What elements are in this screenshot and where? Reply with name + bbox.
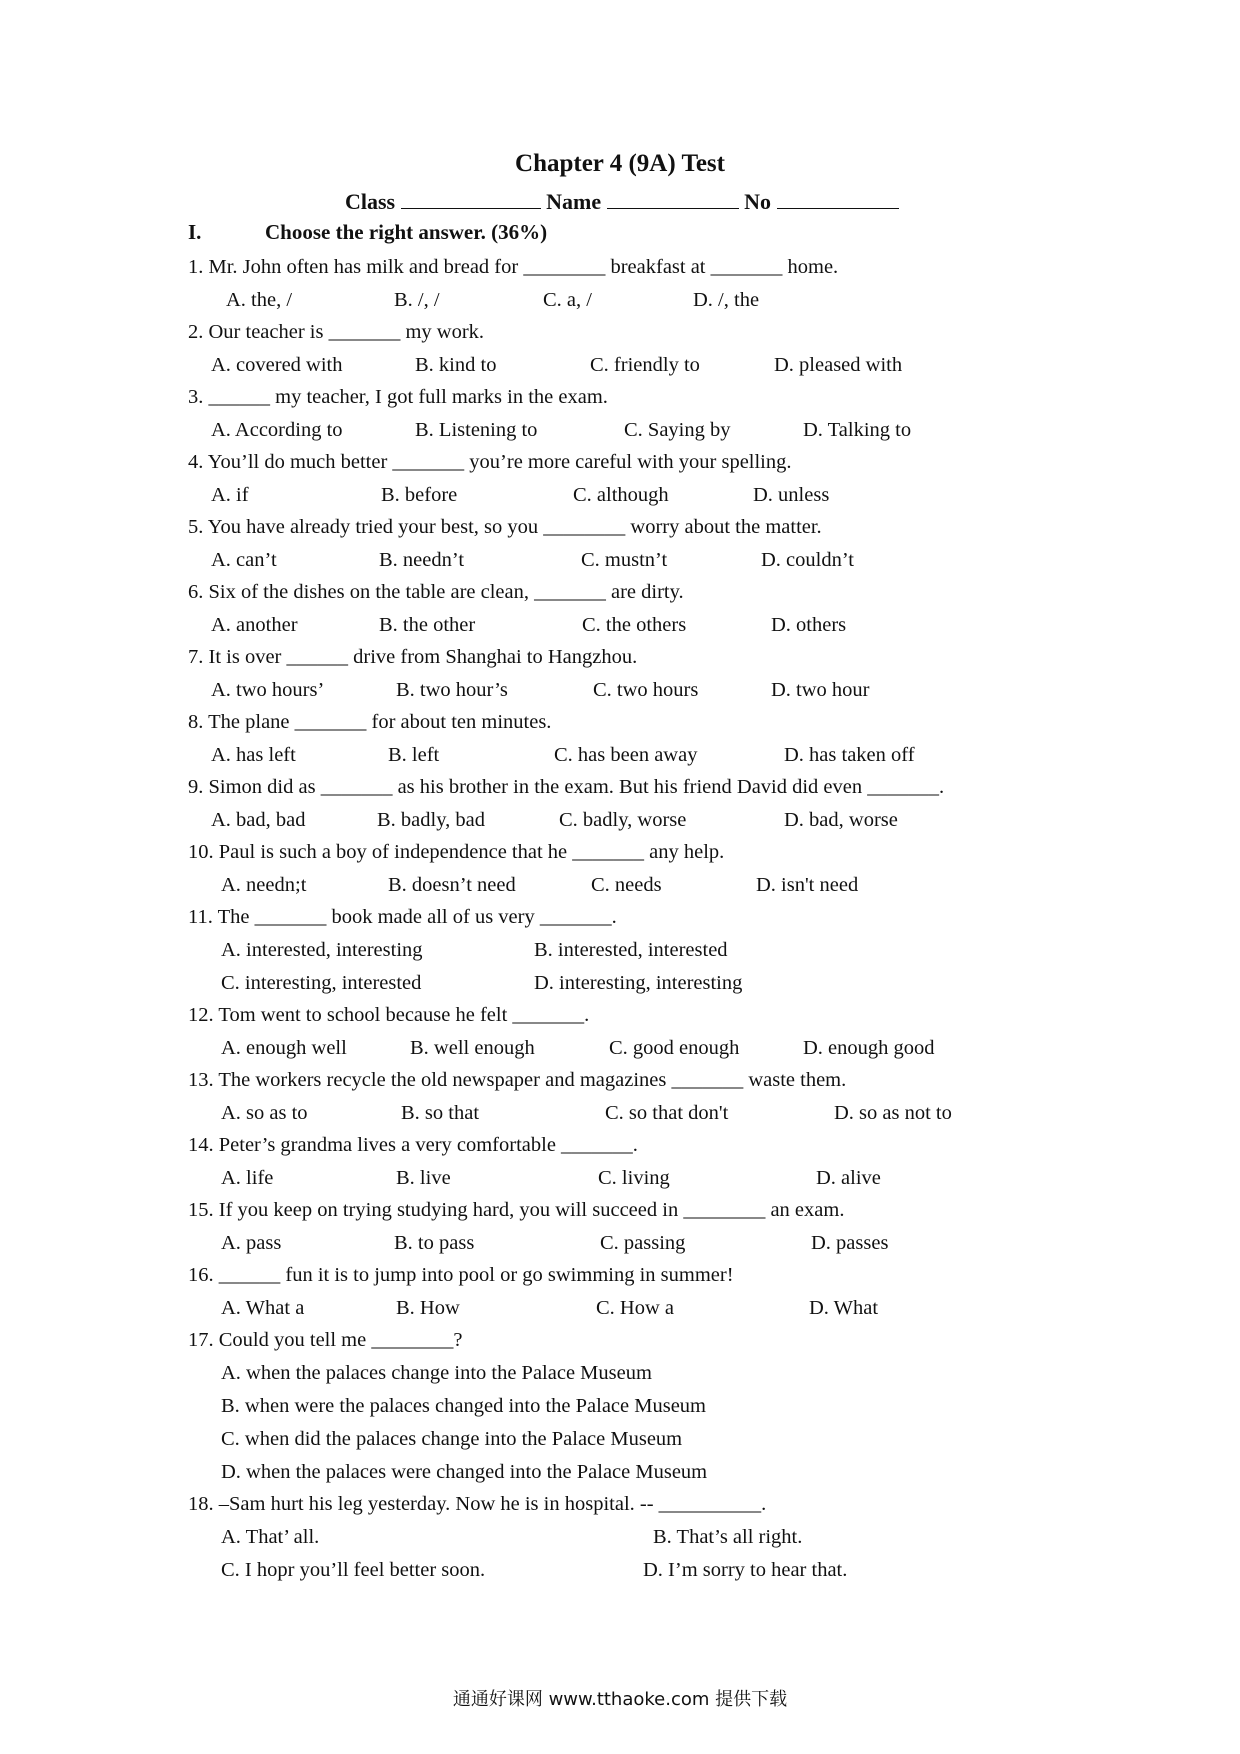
- answer-option[interactable]: B. two hour’s: [396, 679, 508, 701]
- question-text: 8. The plane _______ for about ten minutes.: [188, 711, 552, 733]
- question-text: 11. The _______ book made all of us very _______.: [188, 906, 617, 928]
- answer-option[interactable]: D. couldn’t: [761, 549, 855, 571]
- answer-option[interactable]: B. /, /: [394, 289, 440, 311]
- answer-option[interactable]: C. I hopr you’ll feel better soon.: [221, 1559, 486, 1581]
- answer-option[interactable]: B. well enough: [410, 1037, 535, 1059]
- question-text: 16. ______ fun it is to jump into pool or go swimming in summer!: [188, 1264, 734, 1286]
- answer-option[interactable]: A. What a: [221, 1297, 305, 1319]
- answer-option[interactable]: A. That’ all.: [221, 1526, 320, 1548]
- answer-option[interactable]: D. I’m sorry to hear that.: [643, 1559, 848, 1581]
- question-text: 3. ______ my teacher, I got full marks in the exam.: [188, 386, 608, 408]
- answer-option[interactable]: A. so as to: [221, 1102, 308, 1124]
- answer-option[interactable]: B. That’s all right.: [653, 1526, 803, 1548]
- question-text: 13. The workers recycle the old newspaper and magazines _______ waste them.: [188, 1069, 847, 1091]
- answer-option[interactable]: D. isn't need: [756, 874, 859, 896]
- answer-option[interactable]: A. needn;t: [221, 874, 307, 896]
- answer-option[interactable]: C. living: [598, 1167, 670, 1189]
- answer-option[interactable]: B. badly, bad: [377, 809, 485, 831]
- answer-option[interactable]: D. has taken off: [784, 744, 915, 766]
- answer-option[interactable]: B. so that: [401, 1102, 480, 1124]
- answer-option[interactable]: C. mustn’t: [581, 549, 668, 571]
- answer-option[interactable]: D. bad, worse: [784, 809, 898, 831]
- answer-option[interactable]: B. live: [396, 1167, 451, 1189]
- answer-option[interactable]: A. According to: [211, 419, 343, 441]
- answer-option[interactable]: C. Saying by: [624, 419, 731, 441]
- answer-option[interactable]: A. the, /: [226, 289, 293, 311]
- question-text: 6. Six of the dishes on the table are clean, _______ are dirty.: [188, 581, 684, 603]
- answer-option[interactable]: C. passing: [600, 1232, 686, 1254]
- answer-option[interactable]: C. although: [573, 484, 669, 506]
- answer-option[interactable]: A. can’t: [211, 549, 277, 571]
- answer-option[interactable]: B. to pass: [394, 1232, 475, 1254]
- question-text: 18. –Sam hurt his leg yesterday. Now he is in hospital. -- __________.: [188, 1493, 767, 1515]
- answer-option[interactable]: B. kind to: [415, 354, 497, 376]
- answer-option[interactable]: D. /, the: [693, 289, 760, 311]
- answer-option[interactable]: B. How: [396, 1297, 460, 1319]
- student-info-line: [345, 188, 899, 215]
- question-text: 10. Paul is such a boy of independence that he _______ any help.: [188, 841, 725, 863]
- answer-option[interactable]: C. needs: [591, 874, 662, 896]
- class-label: Class: [345, 189, 396, 214]
- answer-option[interactable]: D. What: [809, 1297, 879, 1319]
- section-number: I.: [188, 220, 202, 244]
- answer-option[interactable]: D. others: [771, 614, 847, 636]
- answer-option[interactable]: D. enough good: [803, 1037, 935, 1059]
- question-text: 9. Simon did as _______ as his brother in the exam. But his friend David did even _______.: [188, 776, 945, 798]
- section-title: Choose the right answer. (36%): [265, 220, 548, 244]
- answer-option[interactable]: B. needn’t: [379, 549, 465, 571]
- question-text: 1. Mr. John often has milk and bread for ________ breakfast at _______ home.: [188, 256, 839, 278]
- answer-option[interactable]: C. when did the palaces change into the Palace Museum: [221, 1428, 683, 1450]
- question-text: 7. It is over ______ drive from Shanghai to Hangzhou.: [188, 646, 638, 668]
- answer-option[interactable]: D. alive: [816, 1167, 881, 1189]
- answer-option[interactable]: A. bad, bad: [211, 809, 306, 831]
- answer-option[interactable]: D. when the palaces were changed into the Palace Museum: [221, 1461, 708, 1483]
- answer-option[interactable]: B. before: [381, 484, 458, 506]
- answer-option[interactable]: A. covered with: [211, 354, 343, 376]
- answer-option[interactable]: A. two hours’: [211, 679, 325, 701]
- answer-option[interactable]: C. friendly to: [590, 354, 700, 376]
- no-blank[interactable]: [777, 188, 899, 209]
- answer-option[interactable]: A. if: [211, 484, 249, 506]
- question-text: 15. If you keep on trying studying hard, you will succeed in ________ an exam.: [188, 1199, 845, 1221]
- answer-option[interactable]: A. life: [221, 1167, 274, 1189]
- answer-option[interactable]: C. so that don't: [605, 1102, 729, 1124]
- answer-option[interactable]: D. Talking to: [803, 419, 912, 441]
- answer-option[interactable]: B. the other: [379, 614, 476, 636]
- name-label: Name: [546, 189, 602, 214]
- answer-option[interactable]: B. interested, interested: [534, 939, 728, 961]
- answer-option[interactable]: A. when the palaces change into the Palace Museum: [221, 1362, 652, 1384]
- answer-option[interactable]: C. has been away: [554, 744, 698, 766]
- answer-option[interactable]: B. left: [388, 744, 440, 766]
- footer-credit: 通通好课网 www.tthaoke.com 提供下载: [452, 1689, 788, 1710]
- question-text: 4. You’ll do much better _______ you’re more careful with your spelling.: [188, 451, 792, 473]
- answer-option[interactable]: D. so as not to: [834, 1102, 952, 1124]
- answer-option[interactable]: C. How a: [596, 1297, 675, 1319]
- answer-option[interactable]: B. Listening to: [415, 419, 538, 441]
- answer-option[interactable]: D. unless: [753, 484, 830, 506]
- answer-option[interactable]: A. has left: [211, 744, 296, 766]
- answer-option[interactable]: C. the others: [582, 614, 687, 636]
- answer-option[interactable]: C. badly, worse: [559, 809, 687, 831]
- answer-option[interactable]: B. doesn’t need: [388, 874, 516, 896]
- answer-option[interactable]: D. pleased with: [774, 354, 903, 376]
- answer-option[interactable]: C. interesting, interested: [221, 972, 422, 994]
- answer-option[interactable]: C. two hours: [593, 679, 699, 701]
- no-label: No: [744, 189, 771, 214]
- section-heading: [188, 220, 547, 245]
- answer-option[interactable]: A. interested, interesting: [221, 939, 423, 961]
- question-text: 14. Peter’s grandma lives a very comfortable _______.: [188, 1134, 638, 1156]
- answer-option[interactable]: D. passes: [811, 1232, 889, 1254]
- answer-option[interactable]: A. another: [211, 614, 298, 636]
- question-text: 5. You have already tried your best, so you ________ worry about the matter.: [188, 516, 822, 538]
- question-text: 17. Could you tell me ________?: [188, 1329, 463, 1351]
- question-text: 2. Our teacher is _______ my work.: [188, 321, 485, 343]
- answer-option[interactable]: A. enough well: [221, 1037, 347, 1059]
- answer-option[interactable]: D. interesting, interesting: [534, 972, 743, 994]
- answer-option[interactable]: C. a, /: [543, 289, 592, 311]
- page-title: Chapter 4 (9A) Test: [515, 150, 725, 177]
- answer-option[interactable]: A. pass: [221, 1232, 282, 1254]
- name-blank[interactable]: [607, 188, 739, 209]
- answer-option[interactable]: C. good enough: [609, 1037, 740, 1059]
- class-blank[interactable]: [401, 188, 541, 209]
- answer-option[interactable]: B. when were the palaces changed into the Palace Museum: [221, 1395, 706, 1417]
- question-text: 12. Tom went to school because he felt _______.: [188, 1004, 590, 1026]
- answer-option[interactable]: D. two hour: [771, 679, 870, 701]
